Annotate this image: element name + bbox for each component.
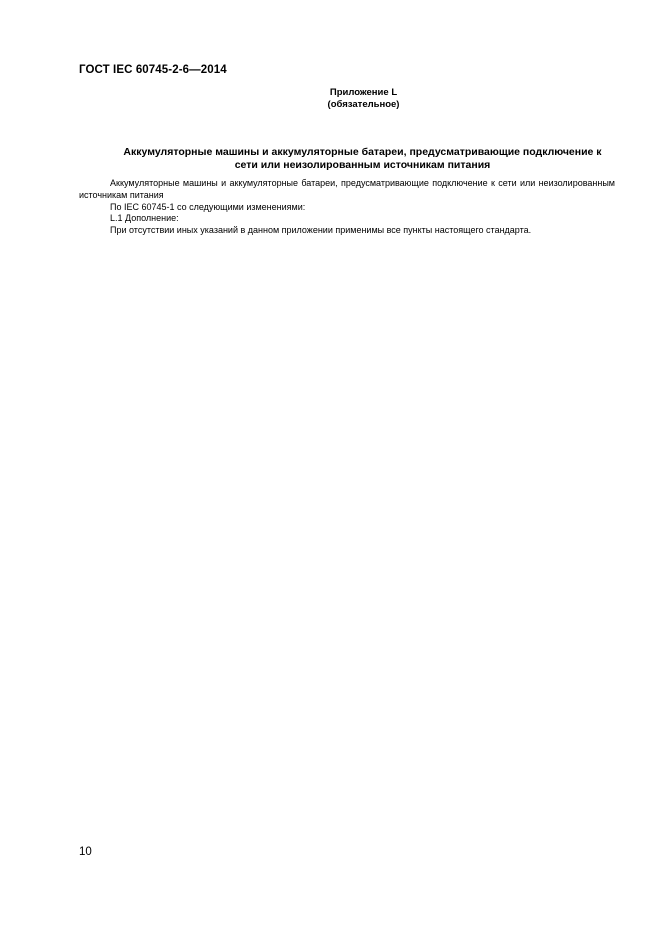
annex-label: Приложение L <box>329 87 398 98</box>
standard-code-header: ГОСТ IEC 60745-2-6—2014 <box>79 64 227 76</box>
annex-title-line-1: Аккумуляторные машины и аккумуляторные батареи, предусматривающие подключение к <box>123 146 602 158</box>
annex-title-line-2: сети или неизолированным источникам питания <box>234 158 491 171</box>
body-paragraph-applicability: При отсутствии иных указаний в данном приложении применимы все пункты настоящего стандарта. <box>110 225 532 236</box>
body-paragraph-reference: По IEC 60745-1 со следующими изменениями: <box>110 201 306 212</box>
annex-status: (обязательное) <box>327 99 400 110</box>
annex-heading <box>300 87 427 111</box>
annex-title <box>90 146 635 171</box>
annex-body <box>79 178 615 237</box>
page-number: 10 <box>79 846 92 858</box>
body-paragraph-clause: L.1 Дополнение: <box>110 213 179 224</box>
body-paragraph-scope: Аккумуляторные машины и аккумуляторные батареи, предусматривающие подключение к сети или неизолированным источникам питания <box>79 178 615 200</box>
